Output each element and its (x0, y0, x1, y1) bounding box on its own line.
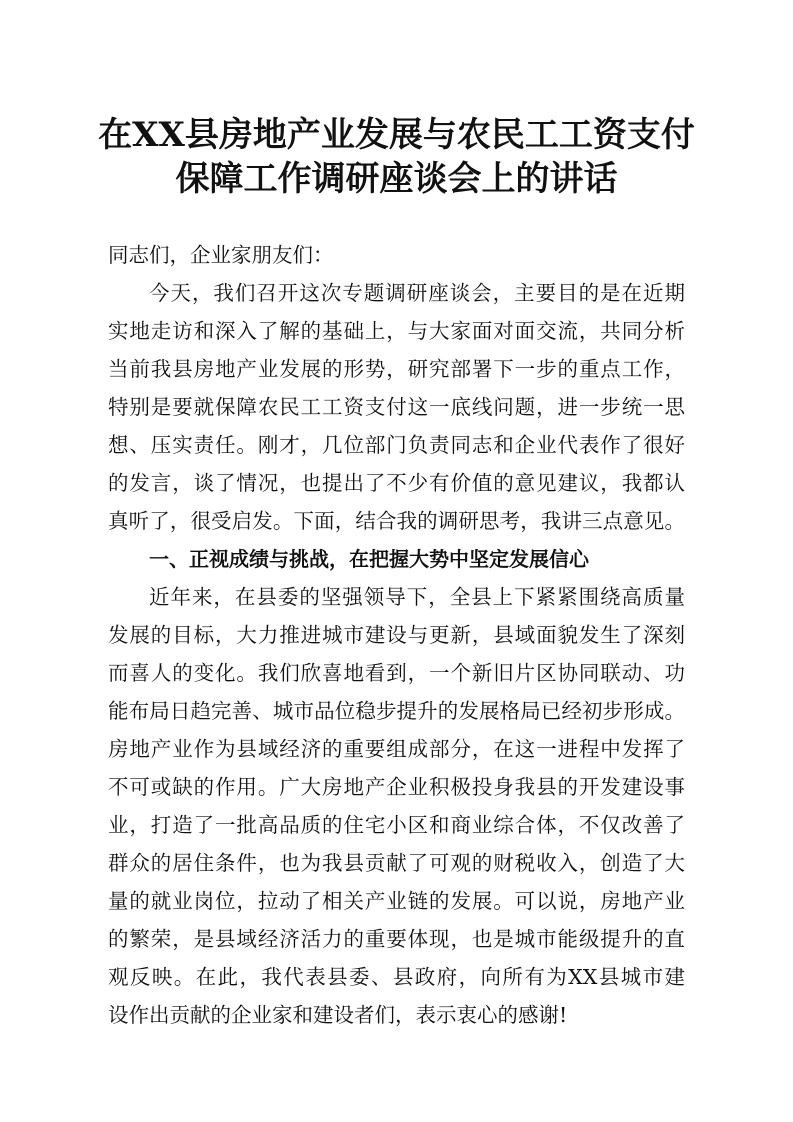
section-heading-1: 一、正视成绩与挑战，在把握大势中坚定发展信心 (149, 547, 589, 571)
document-title-line-1: 在XX县房地产业发展与农民工工资支付 (98, 115, 695, 155)
paragraph-1-line: 今天，我们召开这次专题调研座谈会，主要目的是在近期 (149, 281, 685, 305)
paragraph-2-line: 房地产业作为县域经济的重要组成部分，在这一进程中发挥了 (108, 737, 685, 761)
paragraph-2-line: 发展的目标，大力推进城市建设与更新，县域面貌发生了深刻 (108, 623, 685, 647)
paragraph-2-line: 的繁荣，是县域经济活力的重要体现，也是城市能级提升的直 (108, 927, 685, 951)
paragraph-2-line: 设作出贡献的企业家和建设者们，表示衷心的感谢! (108, 1003, 568, 1027)
paragraph-1-line: 当前我县房地产业发展的形势，研究部署下一步的重点工作， (108, 357, 685, 381)
paragraph-1-line: 想、压实责任。刚才，几位部门负责同志和企业代表作了很好 (108, 433, 685, 457)
paragraph-2-line: 能布局日趋完善、城市品位稳步提升的发展格局已经初步形成。 (108, 699, 685, 723)
paragraph-1-line: 的发言，谈了情况，也提出了不少有价值的意见建议，我都认 (108, 471, 685, 495)
document-title-line-2: 保障工作调研座谈会上的讲话 (175, 159, 618, 199)
paragraph-2-line: 近年来，在县委的坚强领导下，全县上下紧紧围绕高质量 (149, 585, 685, 609)
paragraph-2-line: 观反映。在此，我代表县委、县政府，向所有为XX县城市建 (108, 965, 685, 989)
paragraph-2-line: 而喜人的变化。我们欣喜地看到，一个新旧片区协同联动、功 (108, 661, 685, 685)
paragraph-1-line: 特别是要就保障农民工工资支付这一底线问题，进一步统一思 (108, 395, 685, 419)
salutation: 同志们，企业家朋友们： (108, 243, 334, 267)
paragraph-1-line: 真听了，很受启发。下面，结合我的调研思考，我讲三点意见。 (108, 509, 685, 533)
paragraph-2-line: 量的就业岗位，拉动了相关产业链的发展。可以说，房地产业 (108, 889, 685, 913)
paragraph-2-line: 业，打造了一批高品质的住宅小区和商业综合体，不仅改善了 (108, 813, 685, 837)
paragraph-2-line: 不可或缺的作用。广大房地产企业积极投身我县的开发建设事 (108, 775, 685, 799)
paragraph-1-line: 实地走访和深入了解的基础上，与大家面对面交流，共同分析 (108, 319, 685, 343)
paragraph-2-line: 群众的居住条件，也为我县贡献了可观的财税收入，创造了大 (108, 851, 685, 875)
